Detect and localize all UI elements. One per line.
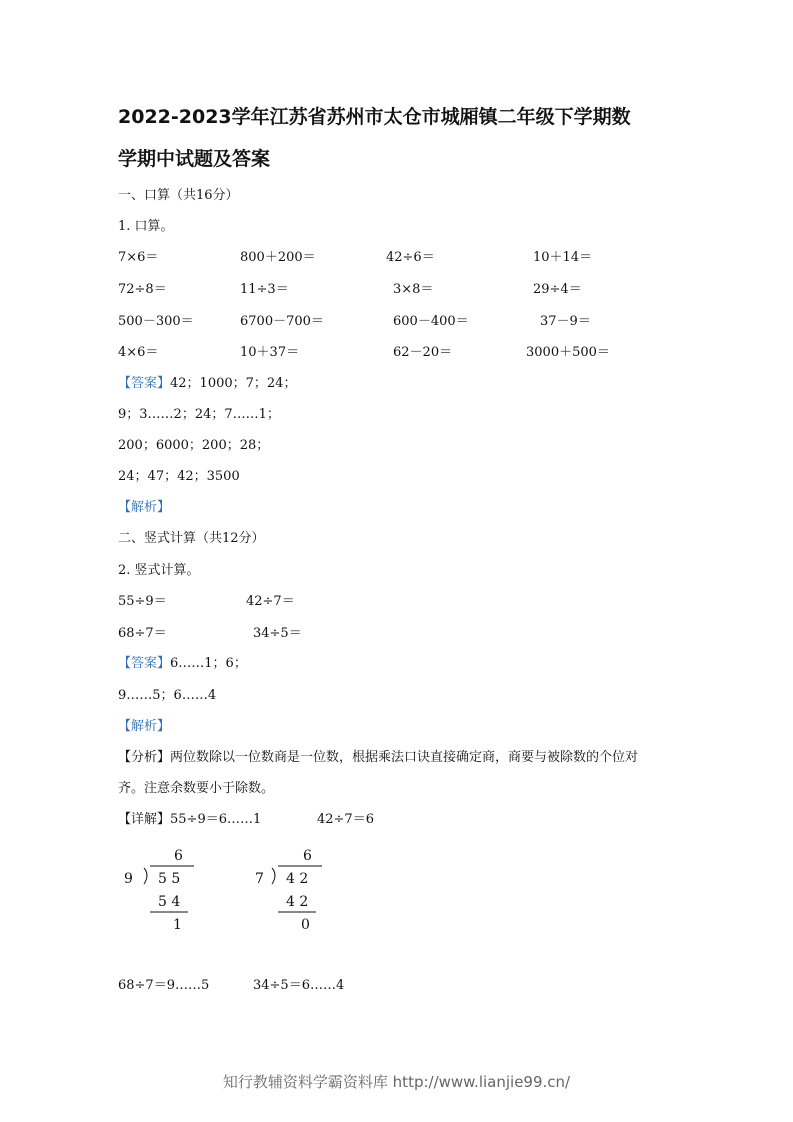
oral-item: 4×6＝ <box>118 345 159 360</box>
section2-analysis-tag: 【解析】 <box>118 719 171 734</box>
ld2-remainder: 0 <box>301 917 310 933</box>
oral-item: 10＋37＝ <box>240 345 300 360</box>
detail-tag: 【详解】 <box>118 812 171 827</box>
section2-heading: 二、竖式计算（共12分） <box>118 531 265 546</box>
question1-prompt: 1. 口算。 <box>118 219 174 234</box>
document-title-line2: 学期中试题及答案 <box>118 148 271 170</box>
oral-item: 29÷4＝ <box>533 282 582 297</box>
ld1-dividend: 5 5 <box>158 871 181 887</box>
ld2-divisor: 7 <box>255 871 264 887</box>
answer-text: 42；1000；7；24； <box>170 376 297 391</box>
footer-watermark: 知行教辅资料学霸资料库 http://www.lianjie99.cn/ <box>222 1073 571 1091</box>
oral-item: 7×6＝ <box>118 250 159 265</box>
oral-item: 37－9＝ <box>540 314 591 329</box>
ld1-remainder: 1 <box>173 917 182 933</box>
question2-prompt: 2. 竖式计算。 <box>118 563 200 578</box>
ld2-product: 4 2 <box>286 894 309 910</box>
oral-item: 600－400＝ <box>393 314 469 329</box>
section1-analysis-tag: 【解析】 <box>118 500 171 515</box>
document-title-line1: 2022-2023学年江苏省苏州市太仓市城厢镇二年级下学期数 <box>118 106 631 128</box>
oral-item: 42÷6＝ <box>386 250 435 265</box>
tail-equation-a: 68÷7＝9……5 <box>118 978 210 993</box>
section1-answer-line: 9；3……2；24；7……1； <box>118 407 280 422</box>
vertical-calc-item: 42÷7＝ <box>246 594 295 609</box>
oral-item: 6700－700＝ <box>240 314 324 329</box>
ld1-quotient: 6 <box>174 848 183 864</box>
answer-tag: 【答案】 <box>118 656 171 671</box>
ld2-quotient: 6 <box>303 848 312 864</box>
long-division-42-div-7 <box>255 848 322 933</box>
oral-item: 62－20＝ <box>393 345 453 360</box>
tail-equation-b: 34÷5＝6……4 <box>253 978 345 993</box>
oral-item: 800＋200＝ <box>240 250 316 265</box>
oral-item: 72÷8＝ <box>118 282 167 297</box>
answer-tag: 【答案】 <box>118 376 171 391</box>
vertical-calc-item: 34÷5＝ <box>253 626 302 641</box>
section1-answer-line <box>118 376 296 392</box>
long-division-55-div-9 <box>124 848 194 933</box>
section1-answer-line: 24；47；42；3500 <box>118 469 240 484</box>
ld1-divisor: 9 <box>124 871 133 887</box>
ld2-dividend: 4 2 <box>286 871 309 887</box>
section1-heading: 一、口算（共16分） <box>118 188 239 203</box>
section2-answer-line: 9……5；6……4 <box>118 688 217 703</box>
oral-item: 11÷3＝ <box>240 282 289 297</box>
section1-answer-line: 200；6000；200；28； <box>118 438 270 453</box>
ld1-product: 5 4 <box>158 894 181 910</box>
detail-equation-b: 42÷7＝6 <box>317 812 374 827</box>
analysis-paragraph-line1: 【分析】两位数除以一位数商是一位数，根据乘法口诀直接确定商，商要与被除数的个位对 <box>118 750 639 765</box>
oral-item: 3000＋500＝ <box>526 345 610 360</box>
oral-item: 3×8＝ <box>393 282 434 297</box>
analysis-paragraph-line2: 齐。注意余数要小于除数。 <box>118 781 275 796</box>
oral-item: 10＋14＝ <box>533 250 593 265</box>
section2-answer-line <box>118 656 247 672</box>
oral-item: 500－300＝ <box>118 314 194 329</box>
answer-text: 6……1；6； <box>170 656 247 671</box>
vertical-calc-item: 55÷9＝ <box>118 594 167 609</box>
vertical-calc-item: 68÷7＝ <box>118 626 167 641</box>
detail-equation-a: 55÷9＝6……1 <box>170 812 262 827</box>
long-division-figures <box>112 842 342 937</box>
detail-line <box>118 812 261 828</box>
